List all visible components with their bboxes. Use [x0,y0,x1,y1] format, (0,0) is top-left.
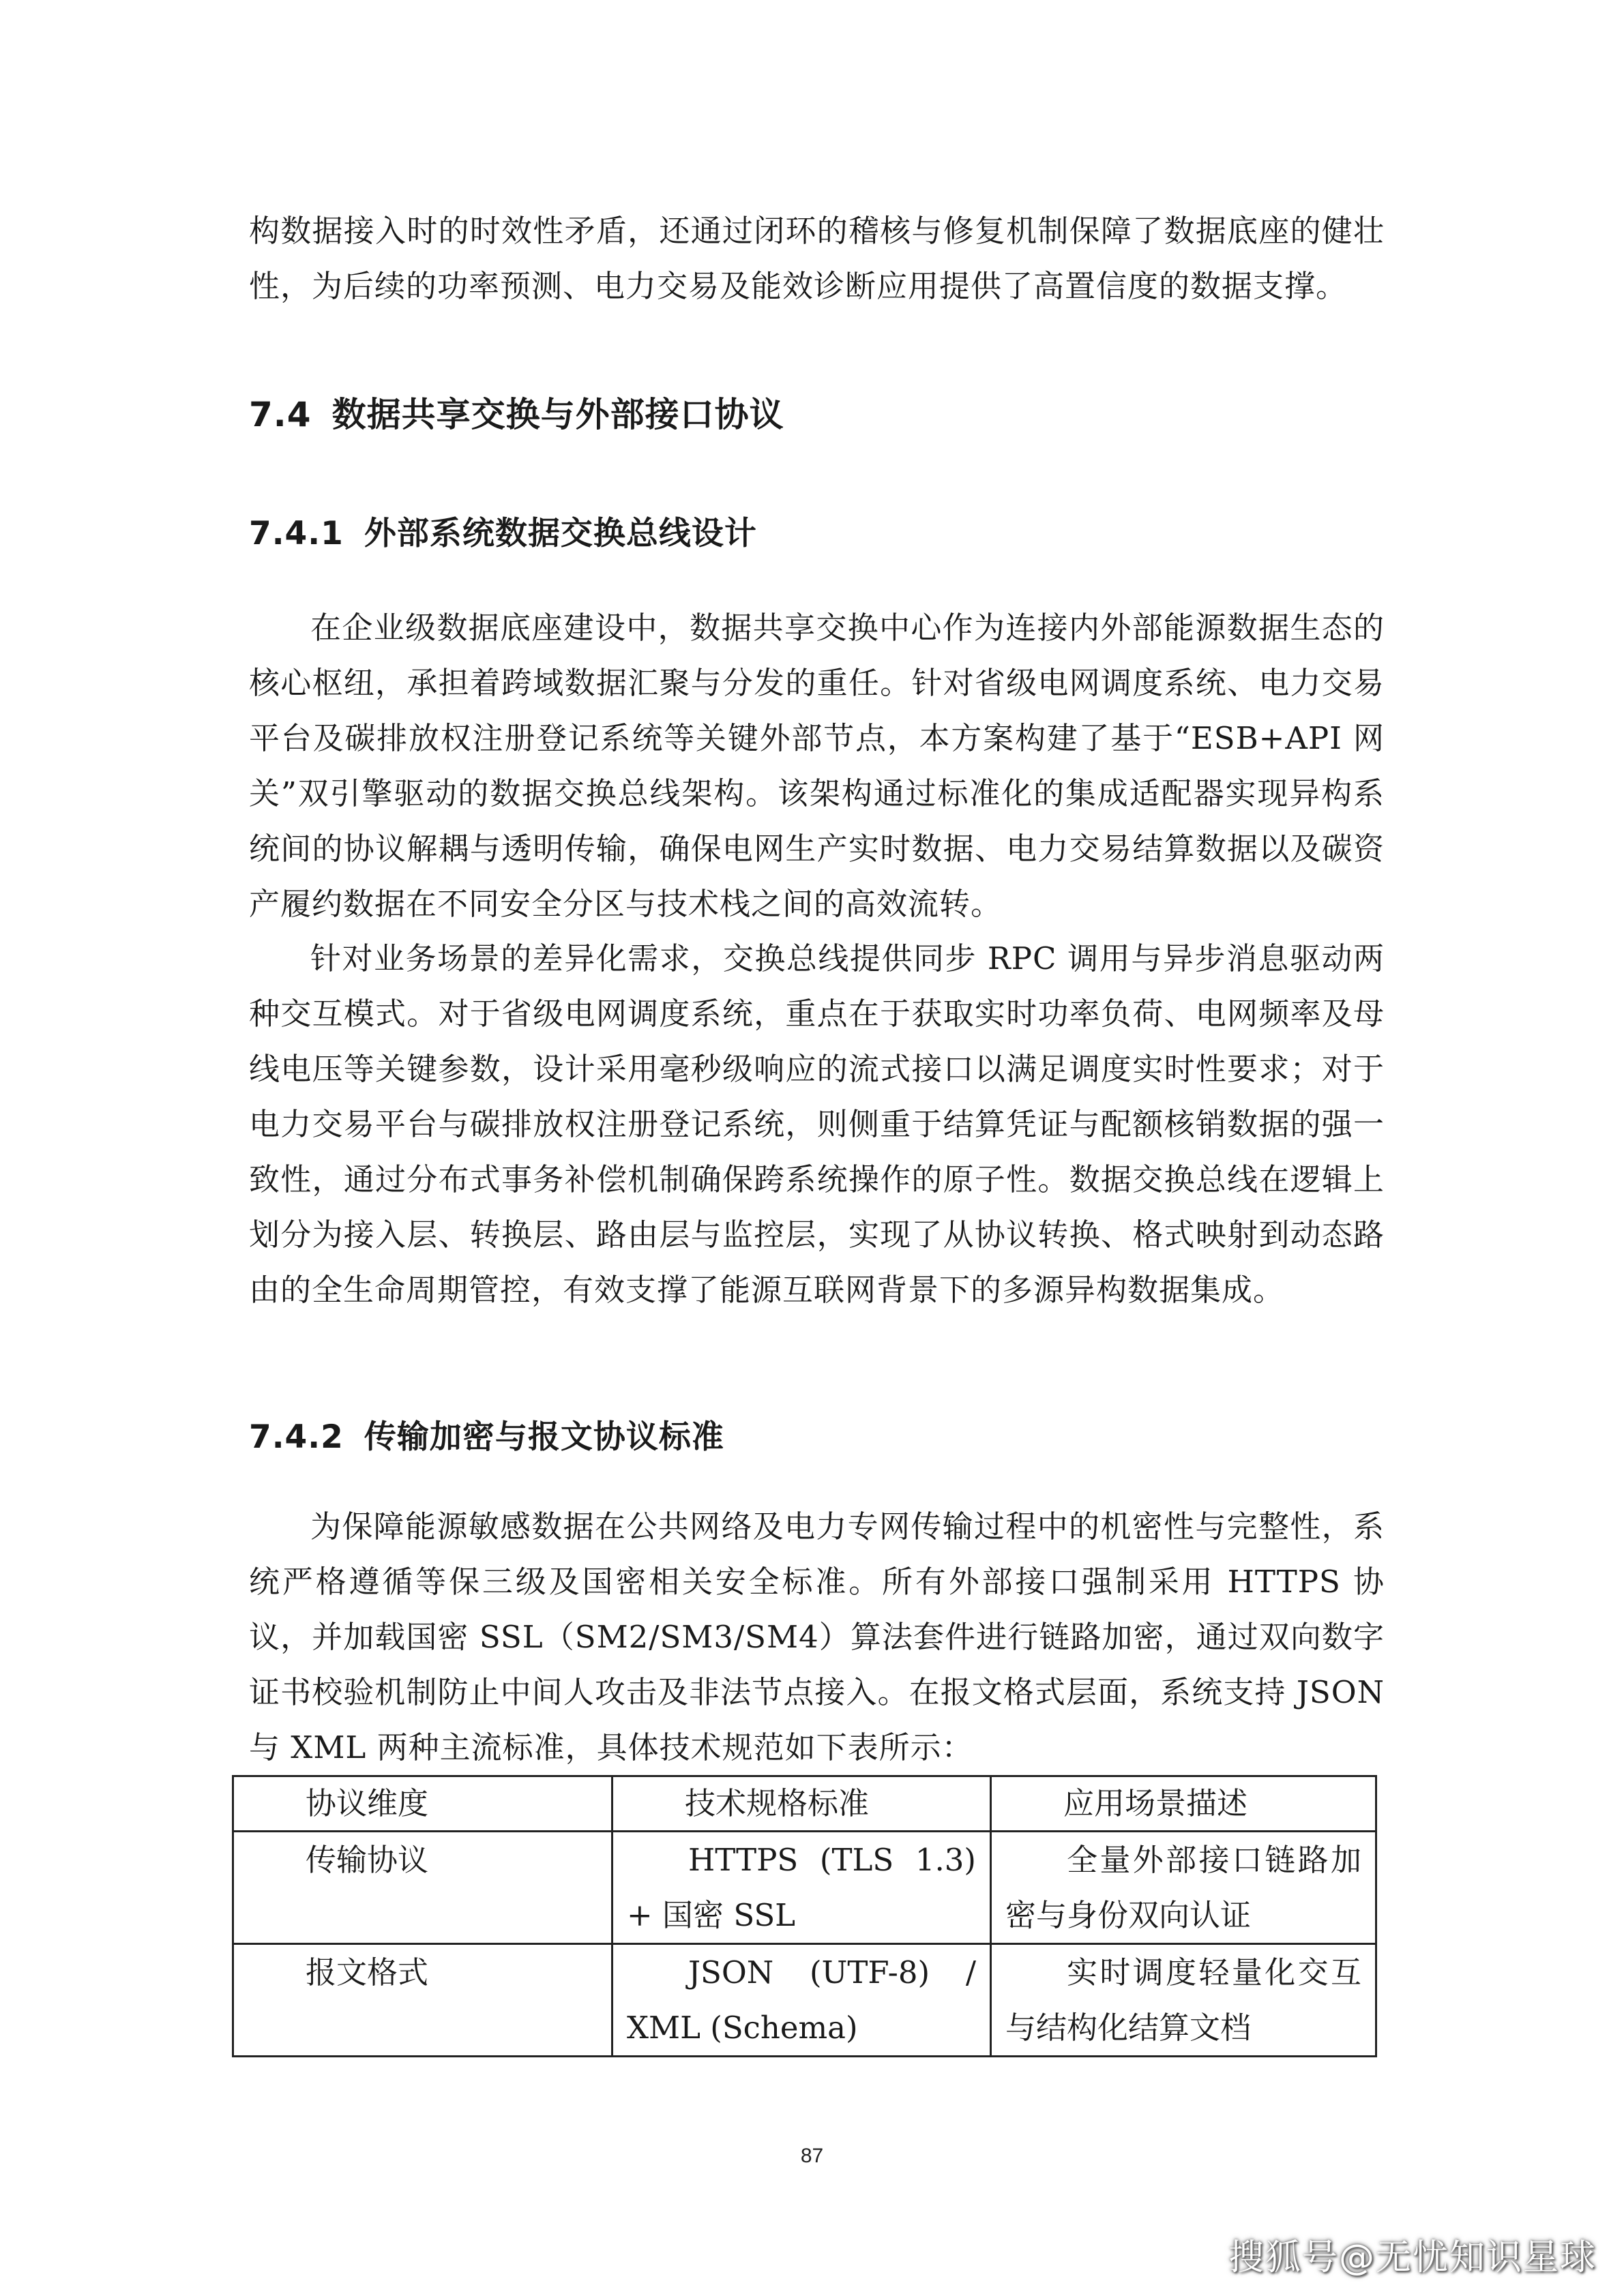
continued-paragraph: 构数据接入时的时效性矛盾，还通过闭环的稽核与修复机制保障了数据底座的健壮性，为后续的功率预测、电力交易及能效诊断应用提供了高置信度的数据支撑。 [249,213,1385,304]
table-cell: HTTPS (TLS 1.3) + 国密 SSL [612,1832,991,1944]
table-row [233,1832,1376,1944]
subsection-heading-1 [249,511,757,556]
paragraph-interaction-modes: 针对业务场景的差异化需求，交换总线提供同步 RPC 调用与异步消息驱动两种交互模式。对于省级电网调度系统，重点在于获取实时功率负荷、电网频率及母线电压等关键参数，设计采用毫秒级响应的流式接口以满足调度实时性要求；对于电力交易平台与碳排放权注册登记系统，则侧重于结算凭证与配额核销数据的强一致性，通过分布式事务补偿机制确保跨系统操作的原子性。数据交换总线在逻辑上划分为接入层、转换层、路由层与监控层，实现了从协议转换、格式映射到动态路由的全生命周期管控，有效支撑了能源互联网背景下的多源异构数据集成。 [249,940,1385,1308]
table-cell: 全量外部接口链路加密与身份双向认证 [991,1832,1376,1944]
subsection-number-1: 7.4.1 [249,515,344,552]
table-header-cell: 技术规格标准 [612,1776,991,1832]
watermark: 搜狐号@无忧知识星球 [1228,2237,1597,2278]
table-cell: JSON (UTF-8) / XML (Schema) [612,1944,991,2057]
protocol-spec-table [232,1775,1377,2057]
paragraph-encryption: 为保障能源敏感数据在公共网络及电力专网传输过程中的机密性与完整性，系统严格遵循等保三级及国密相关安全标准。所有外部接口强制采用 HTTPS 协议，并加载国密 SSL（SM2/SM3/SM4）算法套件进行链路加密，通过双向数字证书校验机制防止中间人攻击及非法节点接入。在报文格式层面，系统支持 JSON 与 XML 两种主流标准，具体技术规范如下表所示： [249,1508,1385,1765]
table-cell: 实时调度轻量化交互与结构化结算文档 [991,1944,1376,2057]
table-header-row [233,1776,1376,1832]
table-row [233,1944,1376,2057]
page-number: 87 [800,2145,824,2167]
table-cell: 报文格式 [233,1944,612,2057]
table-header-cell: 协议维度 [233,1776,612,1832]
table-header-cell: 应用场景描述 [991,1776,1376,1832]
subsection-number-2: 7.4.2 [249,1418,344,1456]
section-title: 数据共享交换与外部接口协议 [331,395,784,434]
paragraph-bus-architecture: 在企业级数据底座建设中，数据共享交换中心作为连接内外部能源数据生态的核心枢纽，承担着跨域数据汇聚与分发的重任。针对省级电网调度系统、电力交易平台及碳排放权注册登记系统等关键外部节点，本方案构建了基于“ESB+API 网关”双引擎驱动的数据交换总线架构。该架构通过标准化的集成适配器实现异构系统间的协议解耦与透明传输，确保电网生产实时数据、电力交易结算数据以及碳资产履约数据在不同安全分区与技术栈之间的高效流转。 [249,610,1385,922]
section-number: 7.4 [249,395,312,434]
section-heading [249,391,784,438]
subsection-heading-2 [249,1415,724,1460]
subsection-title-1: 外部系统数据交换总线设计 [364,515,757,552]
subsection-title-2: 传输加密与报文协议标准 [364,1418,724,1456]
table-cell: 传输协议 [233,1832,612,1944]
